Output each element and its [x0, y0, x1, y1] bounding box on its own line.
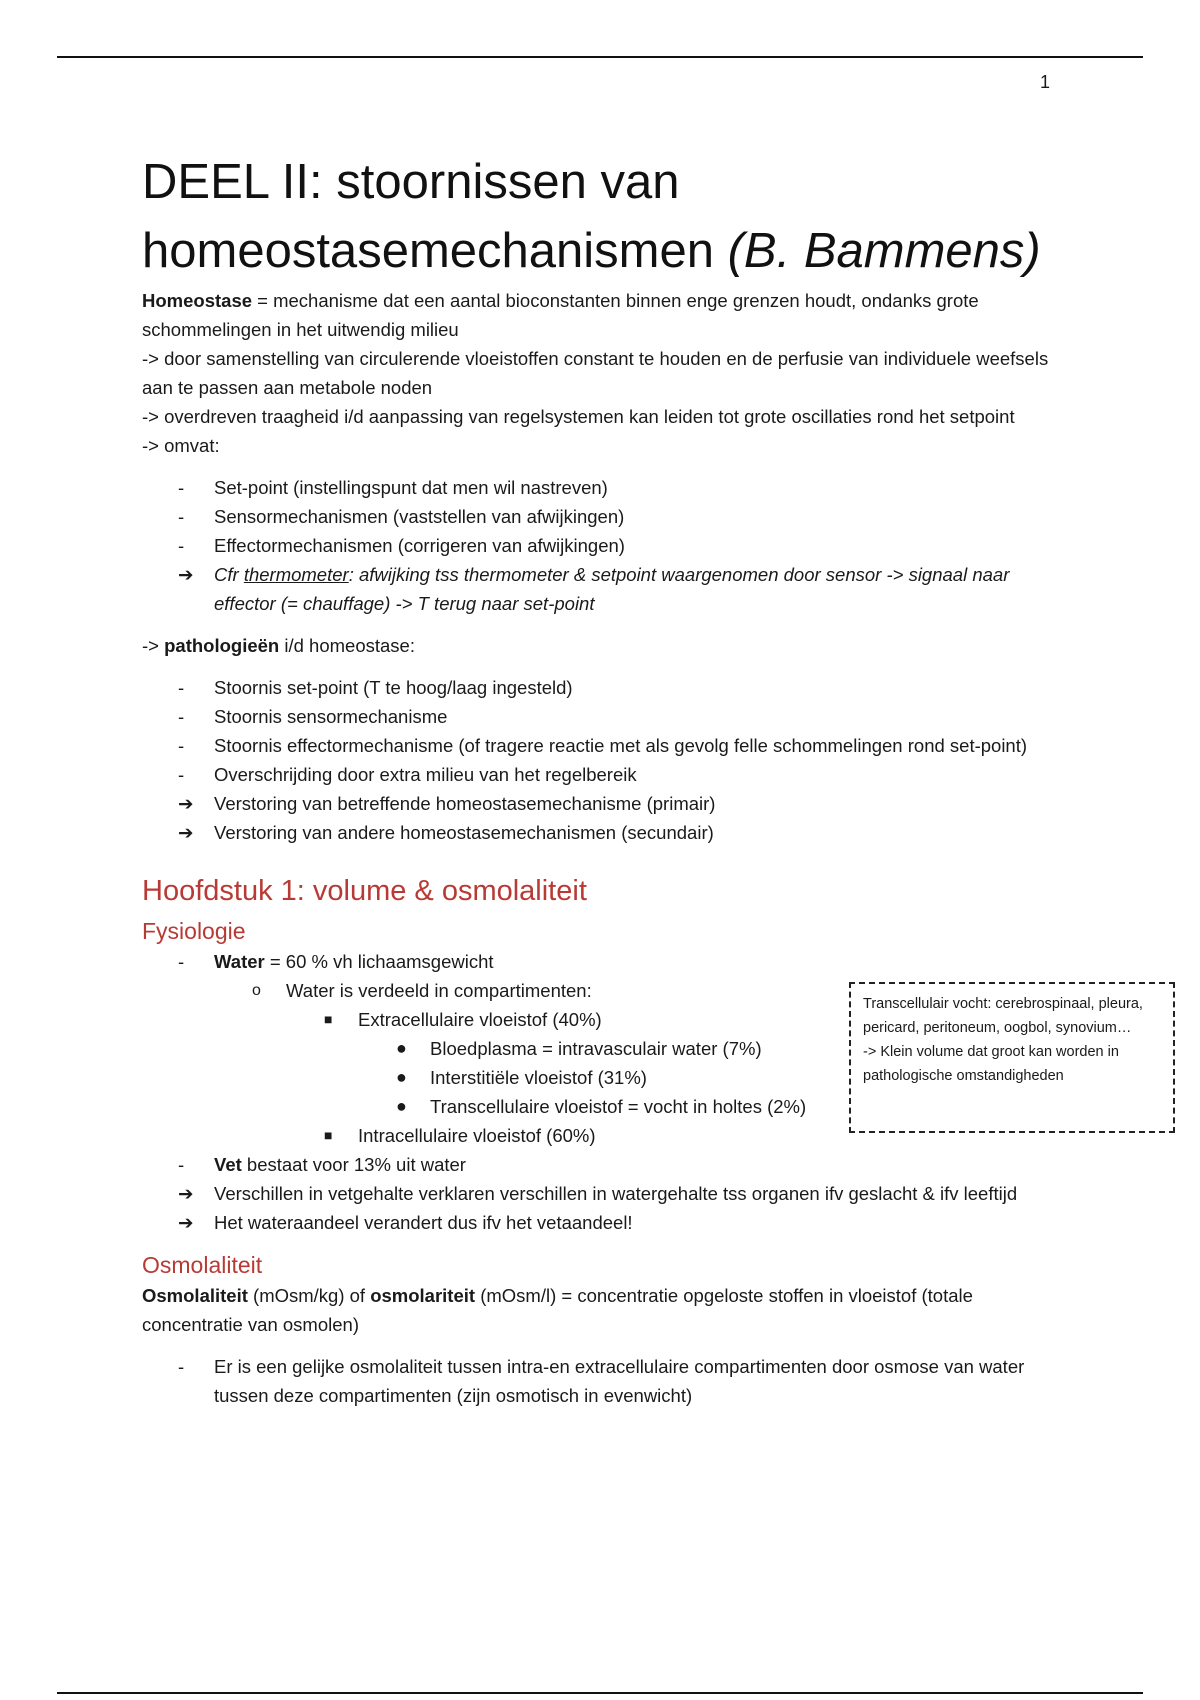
- arrow-icon: ➔: [178, 793, 194, 814]
- dash-marker: -: [178, 951, 185, 972]
- transcellulair-note-box: [849, 982, 1175, 1133]
- note-line2: -> Klein volume dat groot kan worden in pathologische omstandigheden: [863, 1044, 1119, 1084]
- list-item: ● Transcellulaire vloeistof = vocht in holtes (2%): [142, 1092, 842, 1121]
- arrow-item: ➔ Verstoring van andere homeostasemechanismen (secundair): [142, 818, 1062, 847]
- osmolaliteit-list: [142, 1352, 1062, 1410]
- arrow-icon: ➔: [178, 1212, 194, 1233]
- intro-line3: -> overdreven traagheid i/d aanpassing van regelsystemen kan leiden tot grote oscillaties rond het setpoint: [142, 406, 1015, 427]
- title-line1: DEEL II: stoornissen van: [142, 155, 680, 209]
- list-item: - Overschrijding door extra milieu van het regelbereik: [142, 760, 1062, 789]
- title-author: (B. Bammens): [727, 224, 1041, 278]
- bullet-marker: ●: [396, 1096, 407, 1116]
- pathologie-intro: -> pathologieën i/d homeostase:: [142, 635, 415, 656]
- list-item: ● Interstitiële vloeistof (31%): [142, 1063, 842, 1092]
- osmolaliteit-definition: Osmolaliteit (mOsm/kg) of osmolariteit (mOsm/l) = concentratie opgeloste stoffen in vloeistof (totale concentratie van osmolen): [142, 1285, 973, 1335]
- vet-list: [142, 1150, 1062, 1237]
- bullet-marker: ●: [396, 1038, 407, 1058]
- pathologie-list: [142, 673, 1062, 847]
- list-item: - Effectormechanismen (corrigeren van afwijkingen): [142, 531, 1062, 560]
- arrow-icon: ➔: [178, 822, 194, 843]
- arrow-item: ➔ Verschillen in vetgehalte verklaren verschillen in watergehalte tss organen ifv geslacht & ifv leeftijd: [142, 1179, 1062, 1208]
- list-item: - Stoornis sensormechanisme: [142, 702, 1062, 731]
- list-item: ■ Intracellulaire vloeistof (60%): [142, 1121, 842, 1150]
- dash-marker: -: [178, 764, 185, 785]
- list-item-water: - Water = 60 % vh lichaamsgewicht: [142, 947, 842, 976]
- square-marker: ■: [324, 1011, 333, 1027]
- list-item: - Er is een gelijke osmolaliteit tussen intra-en extracellulaire compartimenten door osmose van water tussen deze compartimenten (zijn osmotisch in evenwicht): [142, 1352, 1062, 1410]
- dash-marker: -: [178, 506, 185, 527]
- osmolaliteit-heading: Osmolaliteit: [142, 1252, 263, 1278]
- list-item: ● Bloedplasma = intravasculair water (7%): [142, 1034, 842, 1063]
- dash-marker: -: [178, 1356, 185, 1377]
- page-number: 1: [1040, 72, 1051, 92]
- title-line2: homeostasemechanismen: [142, 224, 714, 278]
- dash-marker: -: [178, 706, 185, 727]
- page-title: [142, 148, 1062, 286]
- dash-marker: -: [178, 535, 185, 556]
- circle-marker: o: [252, 982, 261, 999]
- chapter-heading: Hoofdstuk 1: volume & osmolaliteit: [142, 875, 587, 907]
- arrow-icon: ➔: [178, 1183, 194, 1204]
- list-item-vet: - Vet bestaat voor 13% uit water: [142, 1150, 1062, 1179]
- list-item: - Stoornis effectormechanisme (of tragere reactie met als gevolg felle schommelingen rond set-point): [142, 731, 1062, 760]
- note-line1: Transcellulair vocht: cerebrospinaal, pleura, pericard, peritoneum, oogbol, synovium…: [863, 996, 1143, 1036]
- arrow-item-thermometer: ➔ Cfr thermometer: afwijking tss thermometer & setpoint waargenomen door sensor -> signaal naar effector (= chauffage) -> T terug naar set-point: [142, 560, 1062, 618]
- dash-marker: -: [178, 735, 185, 756]
- arrow-item: ➔ Verstoring van betreffende homeostasemechanisme (primair): [142, 789, 1062, 818]
- omvat-list: [142, 473, 1062, 618]
- list-item: ■ Extracellulaire vloeistof (40%): [142, 1005, 842, 1034]
- list-item: - Stoornis set-point (T te hoog/laag ingesteld): [142, 673, 1062, 702]
- bullet-marker: ●: [396, 1067, 407, 1087]
- header-rule: [57, 56, 1143, 58]
- intro-line4: -> omvat:: [142, 435, 220, 456]
- dash-marker: -: [178, 677, 185, 698]
- arrow-icon: ➔: [178, 564, 194, 585]
- list-item: - Set-point (instellingspunt dat men wil nastreven): [142, 473, 1062, 502]
- dash-marker: -: [178, 477, 185, 498]
- list-item: - Sensormechanismen (vaststellen van afwijkingen): [142, 502, 1062, 531]
- homeostase-definition: [142, 286, 1062, 344]
- dash-marker: -: [178, 1154, 185, 1175]
- homeostase-def: = mechanisme dat een aantal bioconstanten binnen enge grenzen houdt, ondanks grote schommelingen in het uitwendig milieu: [142, 290, 979, 340]
- page-content: [142, 148, 1062, 1410]
- arrow-item: ➔ Het wateraandeel verandert dus ifv het vetaandeel!: [142, 1208, 1062, 1237]
- list-item: o Water is verdeeld in compartimenten:: [142, 976, 842, 1005]
- fysiologie-heading: Fysiologie: [142, 918, 246, 944]
- fysiologie-list: [142, 947, 842, 1150]
- intro-line2: -> door samenstelling van circulerende vloeistoffen constant te houden en de perfusie van individuele weefsels aan te passen aan metabole noden: [142, 348, 1049, 398]
- square-marker: ■: [324, 1127, 333, 1143]
- footer-rule: [57, 1692, 1143, 1694]
- homeostase-term: Homeostase: [142, 290, 253, 311]
